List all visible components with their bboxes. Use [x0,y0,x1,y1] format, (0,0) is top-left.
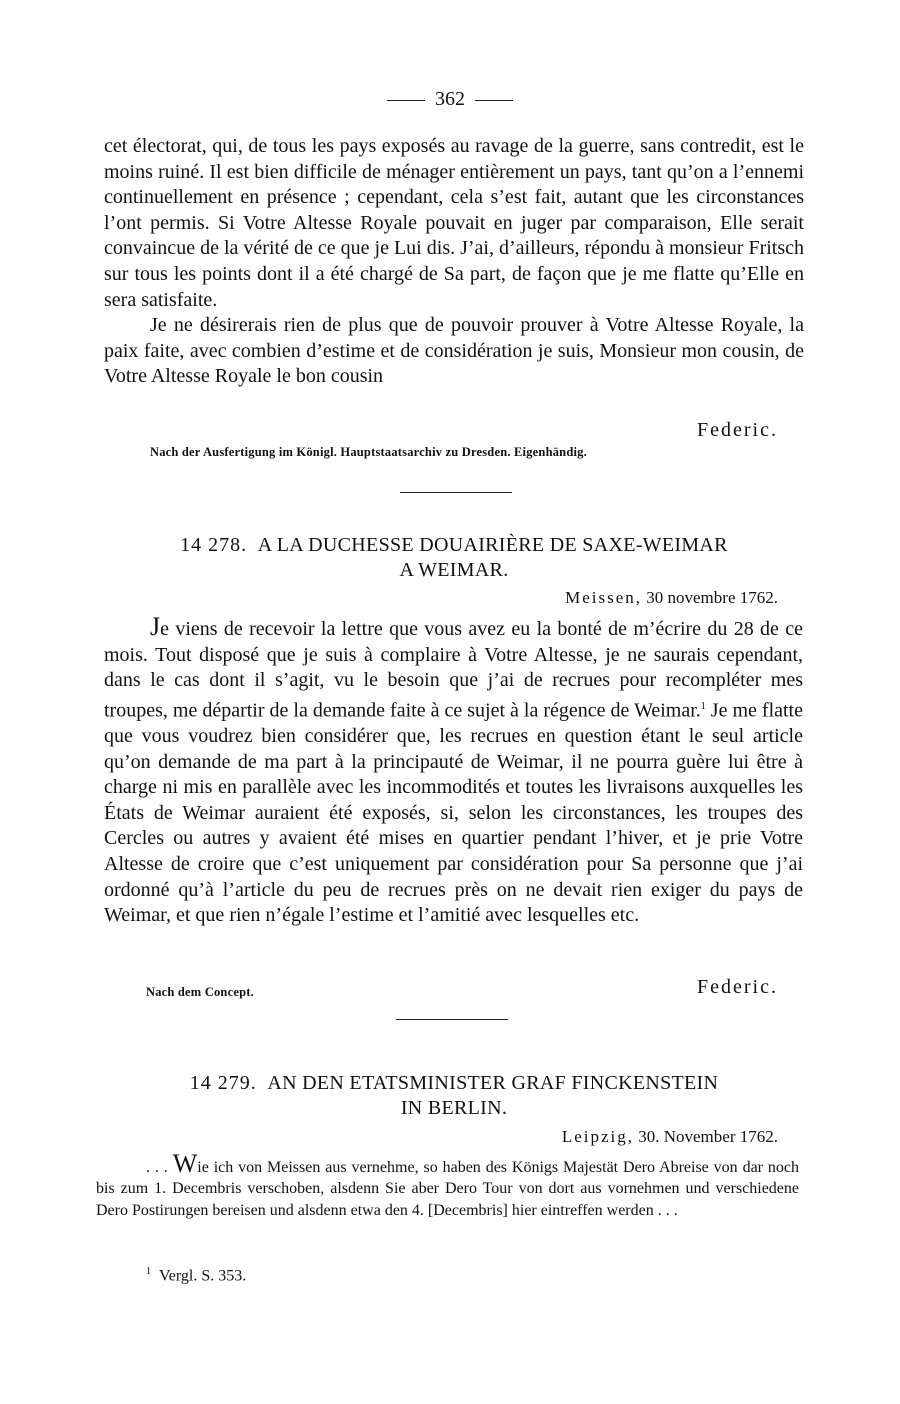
previous-letter-signature: Federic. [697,419,778,441]
letter-14278-heading [104,533,804,583]
letter-14278-recipient: A LA DUCHESSE DOUAIRIÈRE DE SAXE-WEIMAR [257,534,728,556]
footnote-reference: 1 [700,700,706,712]
letter-14279-paragraph [96,1149,800,1221]
letter-14279-dateline [562,1127,778,1147]
footnote-text: Vergl. S. 353. [159,1267,247,1285]
page-number: 362 [435,88,465,110]
letter-14278-place: Meissen, [565,588,643,607]
letter-14279-place: Leipzig, [561,1127,634,1146]
letter-14278-text-continued: Je me flatte que vous voudrez bien considérer que, les recrues en question étant le seul article qu’on demande de ma part à la principauté de Weimar, il ne pourra guère lui être à charge ni mis en parallèle avec les incommodités et toutes les livraisons auxquelles les États de Weimar auraient été exposés, si, selon les circonstances, les troupes des Cercles ou autres y avaient été mises en quartier pendant l’hiver, et je prie Votre Altesse de croire que c’est uniquement par considération pour Sa personne que j’ai ordonné qu’à l’article du peu de recrues près on ne devait rien exiger du pays de Weimar, et que rien n’égale l’estime et l’amitié avec lesquelles etc. [104,699,803,927]
previous-letter-body [104,134,804,390]
letter-14279-heading [104,1071,804,1121]
letter-14279-date: 30. November 1762. [638,1127,778,1146]
previous-letter-paragraph-1: cet électorat, qui, de tous les pays exposés au ravage de la guerre, sans contredit, est le moins ruiné. Il est bien difficile de ménager entièrement un pays, tant qu’on a l’ennemi continuellement en présence ; cependant, cela s’est fait, autant que les circonstances l’ont permis. Si Votre Altesse Royale pouvait en juger par comparaison, Elle serait convaincue de la vérité de ce que je Lui dis. J’ai, d’ailleurs, répondu à monsieur Fritsch sur tous les points dont il a été chargé de Sa part, de façon que je me flatte qu’Elle en sera satisfaite. [104,135,804,311]
letter-14278-dateline [565,588,778,608]
letter-14279-initial: W [172,1149,198,1178]
previous-letter-paragraph-2: Je ne désirerais rien de plus que de pouvoir prouver à Votre Altesse Royale, la paix faite, avec combien d’estime et de considération je suis, Monsieur mon cousin, de Votre Altesse Royale le bon cousin [104,314,804,388]
letter-14278-text: e viens de recevoir la lettre que vous avez eu la bonté de m’écrire du 28 de ce mois. Tout disposé que je suis à complaire à Votre Altesse, je ne saurais cependant, dans le cas dont il s’agit, vu le besoin que j’ai de recrues pour recompléter mes troupes, me départir de la demande faite à ce sujet à la régence de Weimar. [104,618,803,722]
letter-14279-text: ie ich von Meissen aus vernehme, so haben des Königs Majestät Dero Abreise von dar noch bis zum 1. Decembris verschoben, alsdenn Sie aber Dero Tour von dort aus vornehmen und verschiedene Dero Postirungen bereisen und alsdenn etwa den 4. [Decembris] hier eintreffen werden . . . [96,1159,800,1219]
page-number-dash-right [475,100,513,101]
letter-14279-recipient: AN DEN ETATSMINISTER GRAF FINCKENSTEIN [267,1072,719,1094]
letter-14279-number: 14 279. [189,1072,257,1094]
separator-rule-2 [396,1019,508,1020]
footnote [146,1266,246,1285]
letter-14279-heading-line-1 [104,1071,804,1096]
letter-14278-heading-line-1 [104,533,804,558]
letter-14278-source: Nach dem Concept. [146,985,254,999]
previous-letter-source: Nach der Ausfertigung im Königl. Hauptstaatsarchiv zu Dresden. Eigenhändig. [150,445,587,459]
letter-14278-paragraph [104,614,803,929]
letter-14278-signature: Federic. [697,976,778,998]
letter-14278-initial: J [150,612,161,641]
letter-14278-number: 14 278. [180,534,248,556]
letter-14278-heading-line-2: A WEIMAR. [399,559,509,581]
letter-14278-date: 30 novembre 1762. [646,588,778,607]
page-number-dash-left [387,100,425,101]
page-number-line [0,88,900,111]
footnote-mark: 1 [146,1266,151,1277]
separator-rule-1 [400,492,512,493]
letter-14279-ellipsis: . . . [146,1159,173,1176]
letter-14278-body [104,614,803,929]
letter-14279-body [96,1149,800,1221]
letter-14279-heading-line-2: IN BERLIN. [400,1097,508,1119]
